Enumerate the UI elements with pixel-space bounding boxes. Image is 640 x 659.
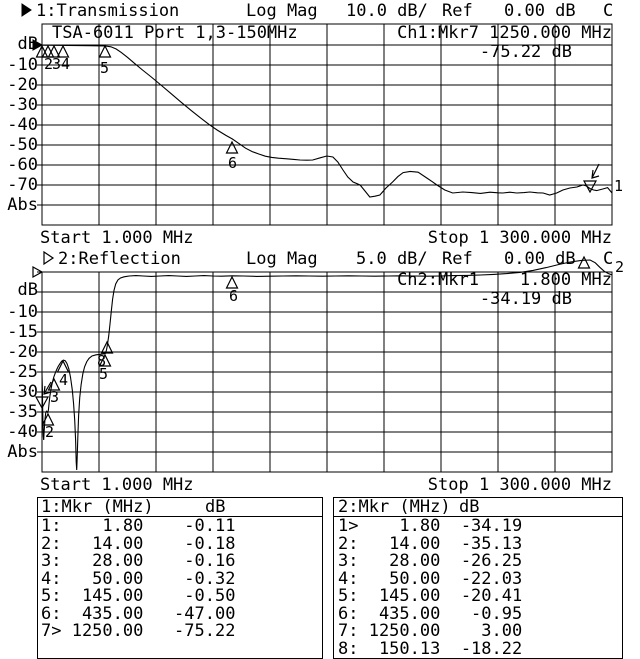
y-axis-label: -40 — [7, 115, 38, 135]
y-axis-label: Abs — [7, 195, 38, 215]
ch1-ref-label: Ref — [442, 1, 473, 21]
marker-label: 6 — [228, 154, 238, 172]
marker-table-row: 1> 1.80 -34.19 — [338, 516, 523, 536]
ch1-format: Log Mag — [246, 1, 318, 21]
marker-table-row: 2: 14.00 -0.18 — [41, 533, 236, 554]
marker-label: 6 — [229, 287, 239, 305]
ch1-scale: 10.0 dB/ — [346, 1, 428, 21]
marker-label: 3 — [52, 55, 62, 73]
marker-table-row: 8: 150.13 -18.22 — [338, 638, 523, 659]
marker-triangle — [579, 257, 590, 268]
marker-table-row: 2: 14.00 -35.13 — [338, 533, 523, 554]
y-axis-label: -25 — [7, 362, 38, 382]
y-axis-label: Abs — [7, 442, 38, 462]
dut-label: TSA-6011 Port 1,3-150MHz — [52, 23, 298, 43]
marker-table-row: 4: 50.00 -22.03 — [338, 568, 523, 589]
marker-table-row: 7> 1250.00 -75.22 — [41, 621, 236, 641]
ch2-ref-value: 0.00 dB — [504, 249, 576, 269]
ch2-cal-indicator: C — [603, 249, 614, 269]
ch1-ref-value: 0.00 dB — [504, 1, 576, 21]
y-axis-label: -10 — [7, 55, 38, 75]
y-axis-label: -20 — [7, 75, 38, 95]
ch1-start-label: Start 1.000 MHz — [40, 228, 194, 248]
ch2-format: Log Mag — [246, 249, 318, 269]
marker-label: 2 — [44, 55, 54, 73]
ch2-scale: 5.0 dB/ — [356, 249, 428, 269]
marker-table-row: 3: 28.00 -0.16 — [41, 551, 236, 571]
marker-table-row: 6: 435.00 -0.95 — [338, 603, 523, 624]
marker-table-row: 4: 50.00 -0.32 — [41, 568, 236, 589]
marker-label: 2 — [45, 423, 55, 441]
marker-label: 5 — [100, 59, 110, 77]
marker-label: 4 — [61, 55, 71, 73]
marker-triangle — [100, 46, 111, 57]
marker-label: 5 — [99, 365, 109, 383]
trace-number-1: 1 — [614, 177, 624, 195]
marker-label: 3 — [50, 388, 60, 406]
ch2-start-label: Start 1.000 MHz — [40, 475, 194, 495]
y-axis-label: dB — [17, 280, 38, 300]
y-axis-label: -50 — [7, 135, 38, 155]
y-axis-label: -70 — [7, 175, 38, 195]
marker-table-row: 6: 435.00 -47.00 — [41, 603, 236, 624]
y-axis-label: -20 — [7, 342, 38, 362]
table-left-header-unit: dB — [205, 497, 226, 517]
trace-number-2: 2 — [615, 258, 625, 276]
y-axis-label: -40 — [7, 422, 38, 442]
y-axis-label: -30 — [7, 382, 38, 402]
marker-table-row: 7: 1250.00 3.00 — [338, 621, 523, 641]
ch1-marker-readout: Ch1:Mkr7 1250.000 MHz — [397, 23, 612, 43]
marker-triangle — [227, 142, 238, 153]
ch2-stop-label: Stop 1 300.000 MHz — [427, 475, 612, 495]
ch2-title: 2:Reflection — [58, 249, 181, 269]
marker-table-row: 3: 28.00 -26.25 — [338, 551, 523, 571]
ch2-marker-readout: Ch2:Mkr1 1.800 MHz — [397, 270, 612, 290]
ch1-stop-label: Stop 1 300.000 MHz — [427, 228, 612, 248]
ch1-marker-value: -75.22 dB — [479, 42, 572, 62]
marker-label: 8 — [97, 352, 107, 370]
ch2-marker-value: -34.19 dB — [479, 289, 572, 309]
marker-table-row: 5: 145.00 -0.50 — [41, 586, 236, 606]
ch2-ref-label: Ref — [442, 249, 473, 269]
ch1-cal-indicator: C — [603, 1, 614, 21]
y-axis-label: -30 — [7, 95, 38, 115]
title-pointer-ch2 — [44, 252, 53, 264]
marker-arrow-icon — [592, 164, 599, 178]
y-axis-label: dB — [17, 34, 38, 54]
y-axis-label: -15 — [7, 322, 38, 342]
marker-label: 4 — [59, 371, 69, 389]
title-pointer-ch1 — [22, 4, 31, 16]
marker-table-row: 1: 1.80 -0.11 — [41, 516, 236, 536]
y-axis-label: -35 — [7, 402, 38, 422]
y-axis-label: -60 — [7, 155, 38, 175]
table-right-header-unit: dB — [459, 497, 480, 517]
ch1-title: 1:Transmission — [36, 1, 180, 21]
y-axis-label: -10 — [7, 302, 38, 322]
marker-table-row: 5: 145.00 -20.41 — [338, 586, 523, 606]
table-right-header-title: 2:Mkr (MHz) — [338, 497, 451, 517]
table-left-header-title: 1:Mkr (MHz) — [41, 497, 154, 517]
